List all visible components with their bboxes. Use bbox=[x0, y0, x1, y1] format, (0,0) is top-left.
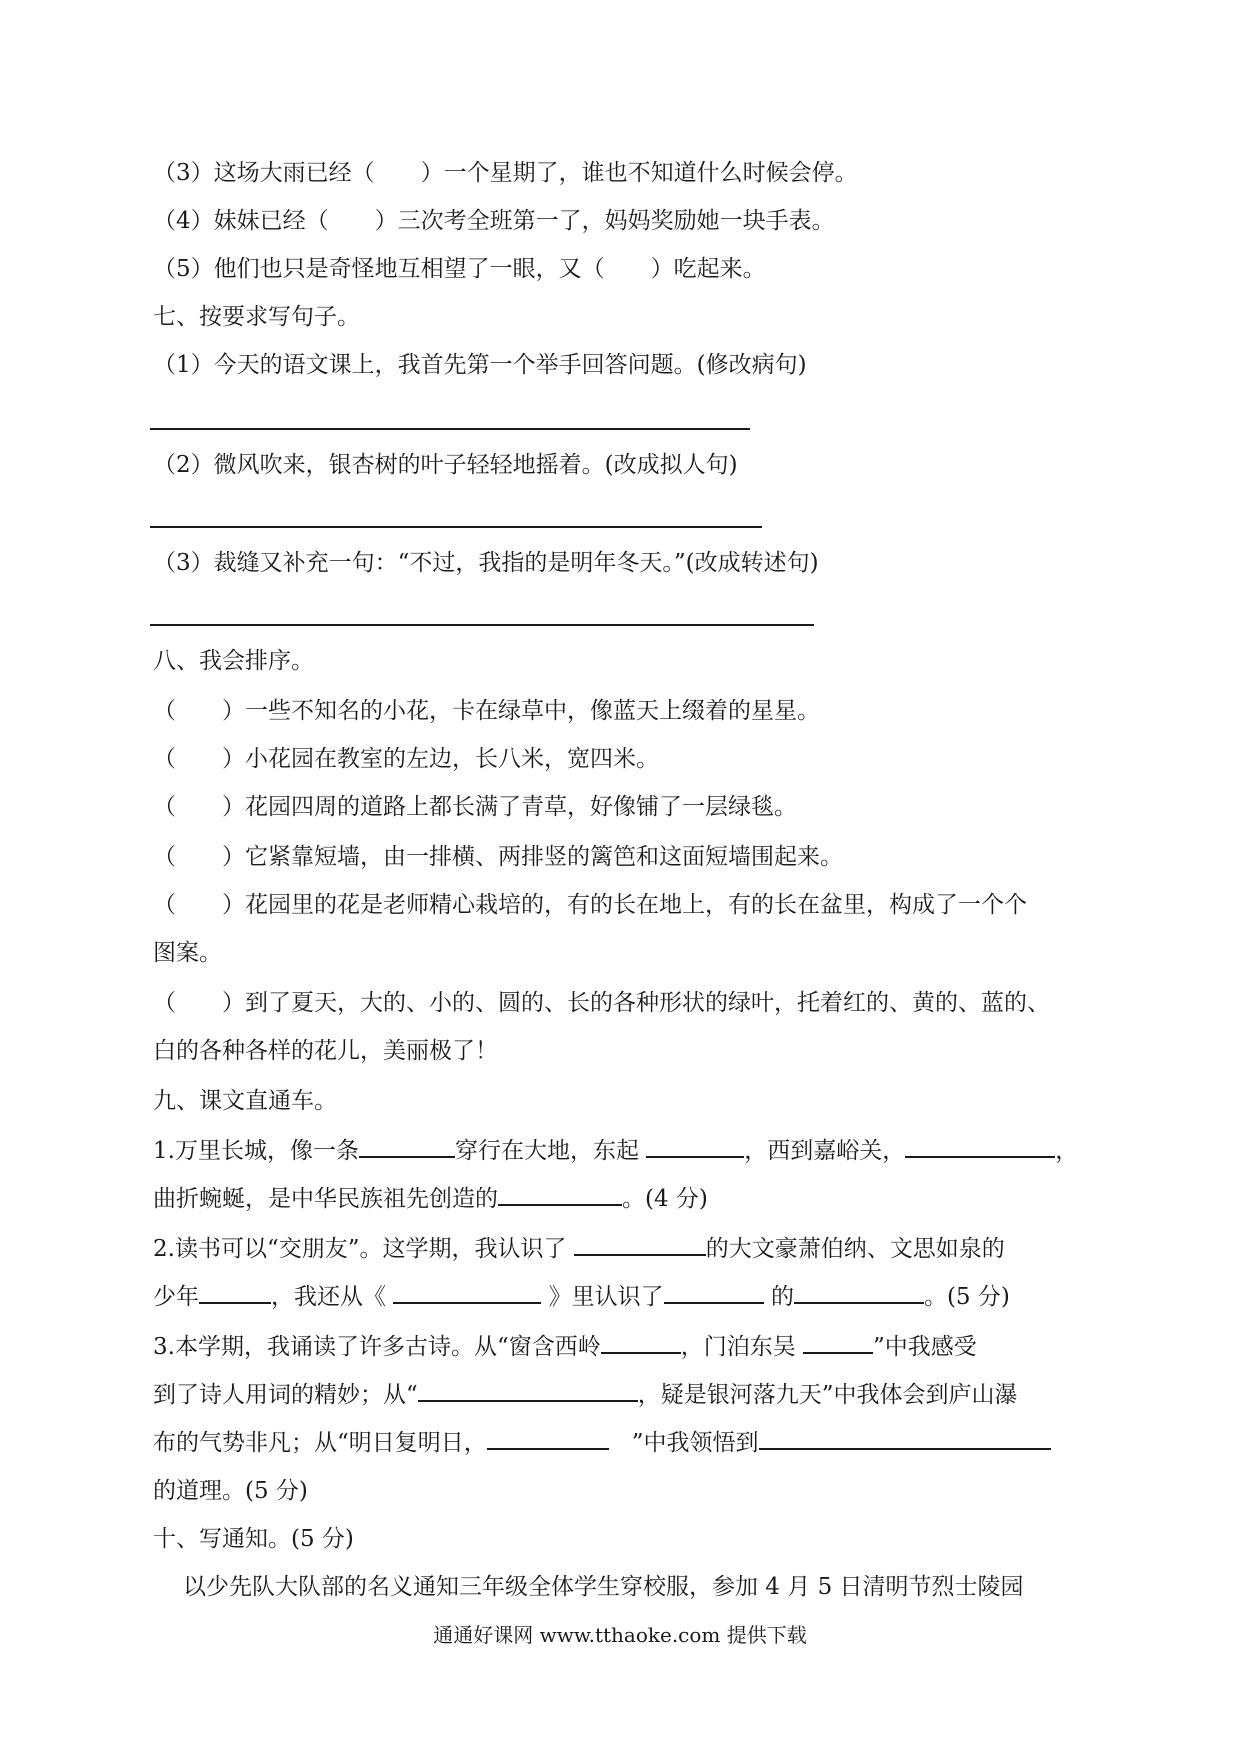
s7-item-2: （2）微风吹来，银杏树的叶子轻轻地摇着。(改成拟人句) bbox=[153, 452, 738, 478]
s9-q3-line2 bbox=[153, 1378, 1018, 1410]
page-footer: 通通好课网 www.tthaoke.com 提供下载 bbox=[433, 1623, 807, 1647]
q1-blank-3[interactable] bbox=[905, 1134, 1055, 1158]
q1-text-a: 1.万里长城，像一条 bbox=[153, 1138, 359, 1164]
q3-blank-3[interactable] bbox=[418, 1378, 638, 1402]
q1-text-f: 。(4 分) bbox=[622, 1186, 708, 1212]
q3-text-b: ，门泊东吴 bbox=[680, 1334, 796, 1360]
q3-blank-4[interactable] bbox=[487, 1426, 609, 1450]
s8-item: （ ）小花园在教室的左边，长八米，宽四米。 bbox=[153, 746, 659, 772]
s7-title: 七、按要求写句子。 bbox=[153, 304, 360, 330]
q3-text-f: 布的气势非凡；从“明日复明日， bbox=[153, 1430, 487, 1456]
q1-text-d: ， bbox=[1055, 1138, 1079, 1164]
s6-item-4: （4）妹妹已经（ ）三次考全班第一了，妈妈奖励她一块手表。 bbox=[153, 208, 835, 234]
q1-blank-4[interactable] bbox=[498, 1182, 622, 1206]
s6-item-5: （5）他们也只是奇怪地互相望了一眼，又（ ）吃起来。 bbox=[153, 256, 766, 282]
s9-q3-line3 bbox=[153, 1426, 1051, 1458]
q2-text-f: 的 bbox=[770, 1284, 794, 1310]
q3-text-e: ，疑是银河落九天”中我体会到庐山瀑 bbox=[637, 1382, 1018, 1408]
s8-item: （ ）一些不知名的小花，卡在绿草中，像蓝天上缀着的星星。 bbox=[153, 698, 820, 724]
s8-item: （ ）花园里的花是老师精心栽培的，有的长在地上，有的长在盆里，构成了一个个 bbox=[153, 892, 1027, 918]
q2-text-d: ，我还从《 bbox=[271, 1284, 386, 1310]
s7-item-3: （3）裁缝又补充一句：“不过，我指的是明年冬天。”(改成转述句) bbox=[153, 550, 819, 576]
q1-text-b: 穿行在大地，东起 bbox=[454, 1138, 639, 1164]
q2-text-c: 少年 bbox=[153, 1284, 199, 1310]
s8-title: 八、我会排序。 bbox=[153, 648, 314, 674]
q3-blank-2[interactable] bbox=[803, 1330, 873, 1354]
s8-item-cont: 白的各种各样的花儿，美丽极了！ bbox=[153, 1038, 498, 1064]
s8-item-cont: 图案。 bbox=[153, 940, 222, 966]
s6-item-3: （3）这场大雨已经（ ）一个星期了，谁也不知道什么时候会停。 bbox=[153, 160, 858, 186]
q2-text-a: 2.读书可以“交朋友”。这学期，我认识了 bbox=[153, 1236, 567, 1262]
s9-q3-line1 bbox=[153, 1330, 977, 1362]
q2-blank-1[interactable] bbox=[574, 1232, 706, 1256]
s8-item: （ ）到了夏天，大的、小的、圆的、长的各种形状的绿叶，托着红的、黄的、蓝的、 bbox=[153, 990, 1050, 1016]
q2-blank-4[interactable] bbox=[664, 1280, 764, 1304]
s9-q1-line1 bbox=[153, 1134, 1078, 1166]
q2-text-g: 。(5 分) bbox=[923, 1284, 1010, 1310]
s8-item: （ ）它紧靠短墙，由一排横、两排竖的篱笆和这面短墙围起来。 bbox=[153, 844, 843, 870]
s7-item-1: （1）今天的语文课上，我首先第一个举手回答问题。(修改病句) bbox=[153, 352, 807, 378]
q1-blank-1[interactable] bbox=[359, 1134, 455, 1158]
s9-q1-line2 bbox=[153, 1182, 708, 1214]
answer-line-3[interactable] bbox=[150, 624, 814, 626]
s8-item: （ ）花园四周的道路上都长满了青草，好像铺了一层绿毯。 bbox=[153, 794, 797, 820]
q2-blank-2[interactable] bbox=[199, 1280, 271, 1304]
q1-blank-2[interactable] bbox=[646, 1134, 744, 1158]
q1-text-c: ，西到嘉峪关， bbox=[744, 1138, 906, 1164]
answer-line-2[interactable] bbox=[150, 526, 762, 528]
q3-blank-5[interactable] bbox=[759, 1426, 1051, 1450]
q3-text-c: ”中我感受 bbox=[873, 1334, 977, 1360]
s9-title: 九、课文直通车。 bbox=[153, 1088, 337, 1114]
s9-q3-line4: 的道理。(5 分) bbox=[153, 1478, 308, 1504]
s9-q2-line1 bbox=[153, 1232, 1005, 1264]
q3-text-g: ”中我领悟到 bbox=[631, 1430, 759, 1456]
s10-title: 十、写通知。(5 分) bbox=[153, 1526, 354, 1552]
s9-q2-line2 bbox=[153, 1280, 1010, 1312]
q3-text-d: 到了诗人用词的精妙；从“ bbox=[153, 1382, 418, 1408]
q2-blank-3[interactable] bbox=[393, 1280, 541, 1304]
q2-blank-5[interactable] bbox=[794, 1280, 924, 1304]
answer-line-1[interactable] bbox=[150, 428, 750, 430]
s10-body: 以少先队大队部的名义通知三年级全体学生穿校服，参加 4 月 5 日清明节烈士陵园 bbox=[183, 1574, 1024, 1600]
q2-text-e: 》里认识了 bbox=[548, 1284, 664, 1310]
q3-text-a: 3.本学期，我诵读了许多古诗。从“窗含西岭 bbox=[153, 1334, 601, 1360]
q1-text-e: 曲折蜿蜒，是中华民族祖先创造的 bbox=[153, 1186, 498, 1212]
q3-blank-1[interactable] bbox=[601, 1330, 681, 1354]
q2-text-b: 的大文豪萧伯纳、文思如泉的 bbox=[705, 1236, 1005, 1262]
